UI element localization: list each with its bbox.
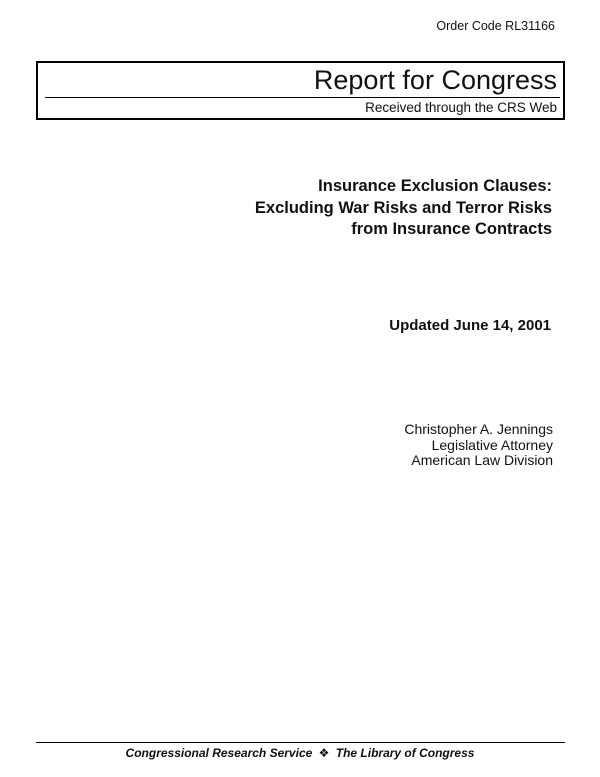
author-name: Christopher A. Jennings [404,421,553,437]
report-banner-box [36,61,565,120]
report-title [255,176,552,241]
order-code: Order Code RL31166 [436,19,555,33]
diamond-icon: ❖ [318,746,330,760]
author-block [404,422,553,469]
banner-title: Report for Congress [313,65,557,95]
report-title-line-2: Excluding War Risks and Terror Risks [254,198,552,217]
banner-subtitle: Received through the CRS Web [365,100,557,115]
updated-date: Updated June 14, 2001 [389,317,551,334]
report-title-line-1: Insurance Exclusion Clauses: [318,177,552,195]
footer-rule [36,742,565,743]
footer-text [0,746,600,760]
report-title-line-3: from Insurance Contracts [351,220,552,238]
author-role: Legislative Attorney [431,436,553,453]
footer-crs-label: Congressional Research Service [125,746,313,760]
author-division: American Law Division [411,452,553,468]
footer-loc-label: The Library of Congress [335,746,475,760]
